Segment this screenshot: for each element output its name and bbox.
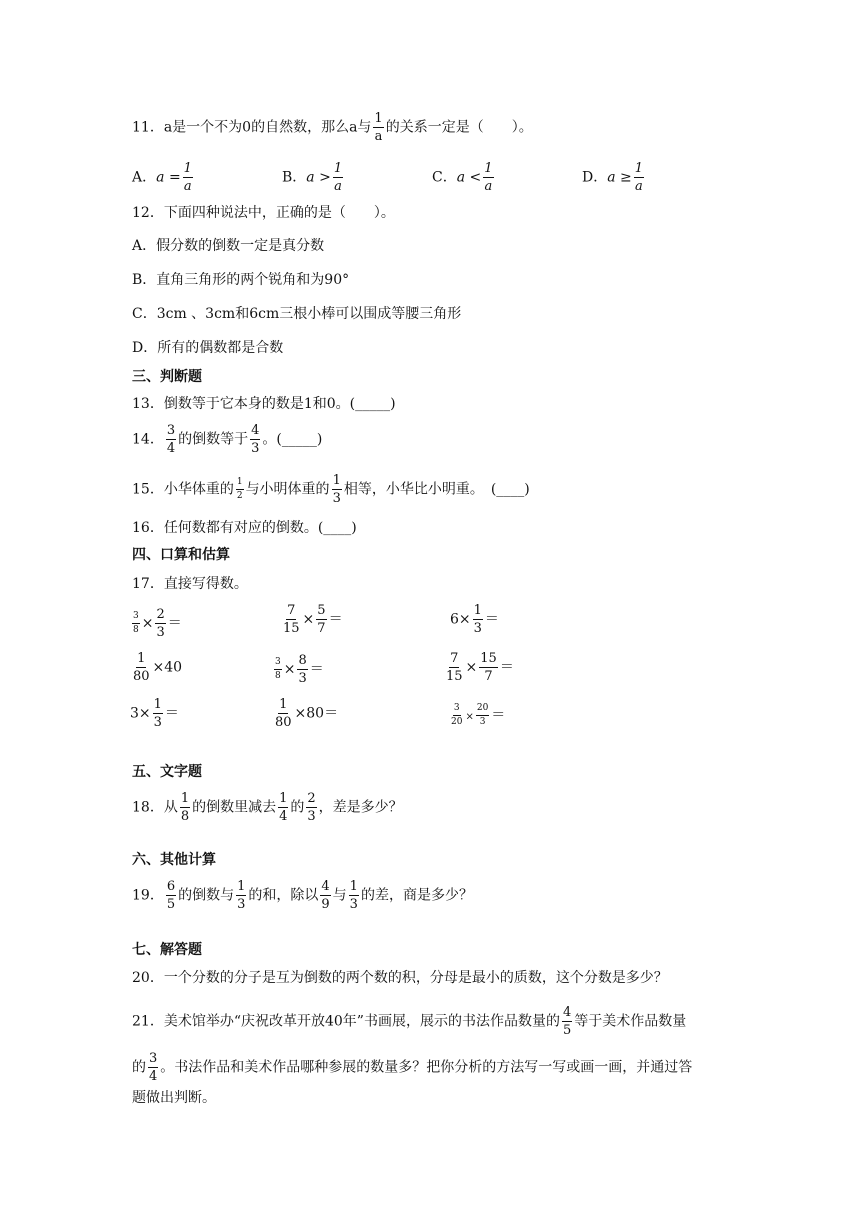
calc-item-a: $\frac{3}{8}$ × $\frac{2}{3}$ ＝ xyxy=(133,607,182,640)
section-heading-4: 四、口算和估算 xyxy=(132,547,230,563)
q12-option-a[interactable]: A．假分数的倒数一定是真分数 xyxy=(132,238,325,254)
section-heading-3: 三、判断题 xyxy=(132,369,202,385)
section-heading-7: 七、解答题 xyxy=(132,942,202,958)
question-18: 18．从 $\frac{1}{8}$ 的倒数里减去 $\frac{1}{4}$ 的 $\frac{2}{3}$ ，差是多少？ xyxy=(132,791,403,824)
question-17: 17．直接写得数。 xyxy=(132,576,248,592)
question-14: 14． $\frac{3}{4}$ 的倒数等于 $\frac{4}{3}$ 。(_____) xyxy=(132,423,323,456)
calc-item-h: $\frac{1}{80}$ ×80＝ xyxy=(275,697,339,730)
calc-item-c: 6× $\frac{1}{3}$ ＝ xyxy=(450,603,499,636)
calc-item-b: $\frac{7}{15}$ × $\frac{5}{7}$ ＝ xyxy=(283,603,343,636)
section-heading-6: 六、其他计算 xyxy=(132,852,216,868)
question-11: 11．a是一个不为0的自然数，那么a与 $\frac{1}{a}$ 的关系一定是（ ）。 xyxy=(132,111,533,144)
calc-item-d: $\frac{1}{80}$ ×40 xyxy=(133,651,183,684)
question-19: 19． $\frac{6}{5}$ 的倒数与 $\frac{1}{3}$ 的和，除以 $\frac{4}{9}$ 与 $\frac{1}{3}$ 的差，商是多少？ xyxy=(132,879,473,912)
question-15: 15．小华体重的 $\frac{1}{2}$ 与小明体重的 $\frac{1}{3}$ 相等，小华比小明重。 (____) xyxy=(132,473,530,506)
question-13: 13．倒数等于它本身的数是1和0。(_____) xyxy=(132,396,396,412)
question-21-line-2: 的 $\frac{3}{4}$ 。书法作品和美术作品哪种参展的数量多？把你分析的方法写一写或画一画，并通过答 xyxy=(132,1051,693,1084)
question-16: 16．任何数都有对应的倒数。(____) xyxy=(132,520,357,536)
calc-item-e: $\frac{3}{8}$ × $\frac{8}{3}$ ＝ xyxy=(275,653,324,686)
calc-item-g: 3× $\frac{1}{3}$ ＝ xyxy=(130,697,179,730)
question-21-line-3: 题做出判断。 xyxy=(132,1090,216,1106)
q11-option-a[interactable]: A．a = $\frac{1}{a}$ xyxy=(132,161,192,194)
question-12: 12．下面四种说法中，正确的是（ ）。 xyxy=(132,205,395,221)
q11-option-c[interactable]: C．a < $\frac{1}{a}$ xyxy=(432,161,493,194)
calc-item-f: $\frac{7}{15}$ × $\frac{15}{7}$ ＝ xyxy=(446,651,514,684)
q12-option-b[interactable]: B．直角三角形的两个锐角和为90° xyxy=(132,272,350,288)
calc-item-i: $\frac{3}{20}$ × $\frac{20}{3}$ ＝ xyxy=(451,703,506,727)
q11-option-b[interactable]: B．a > $\frac{1}{a}$ xyxy=(282,161,343,194)
q11-option-d[interactable]: D．a ≥ $\frac{1}{a}$ xyxy=(582,161,644,194)
section-heading-5: 五、文字题 xyxy=(132,764,202,780)
fraction: $\frac{1}{a}$ xyxy=(374,111,383,144)
q12-option-d[interactable]: D．所有的偶数都是合数 xyxy=(132,340,284,356)
question-21-line-1: 21．美术馆举办“庆祝改革开放40年”书画展，展示的书法作品数量的 $\frac{4}{5}$ 等于美术作品数量 xyxy=(132,1005,687,1038)
q12-option-c[interactable]: C．3cm 、3cm和6cm三根小棒可以围成等腰三角形 xyxy=(132,306,462,322)
question-20: 20．一个分数的分子是互为倒数的两个数的积，分母是最小的质数，这个分数是多少？ xyxy=(132,970,668,986)
